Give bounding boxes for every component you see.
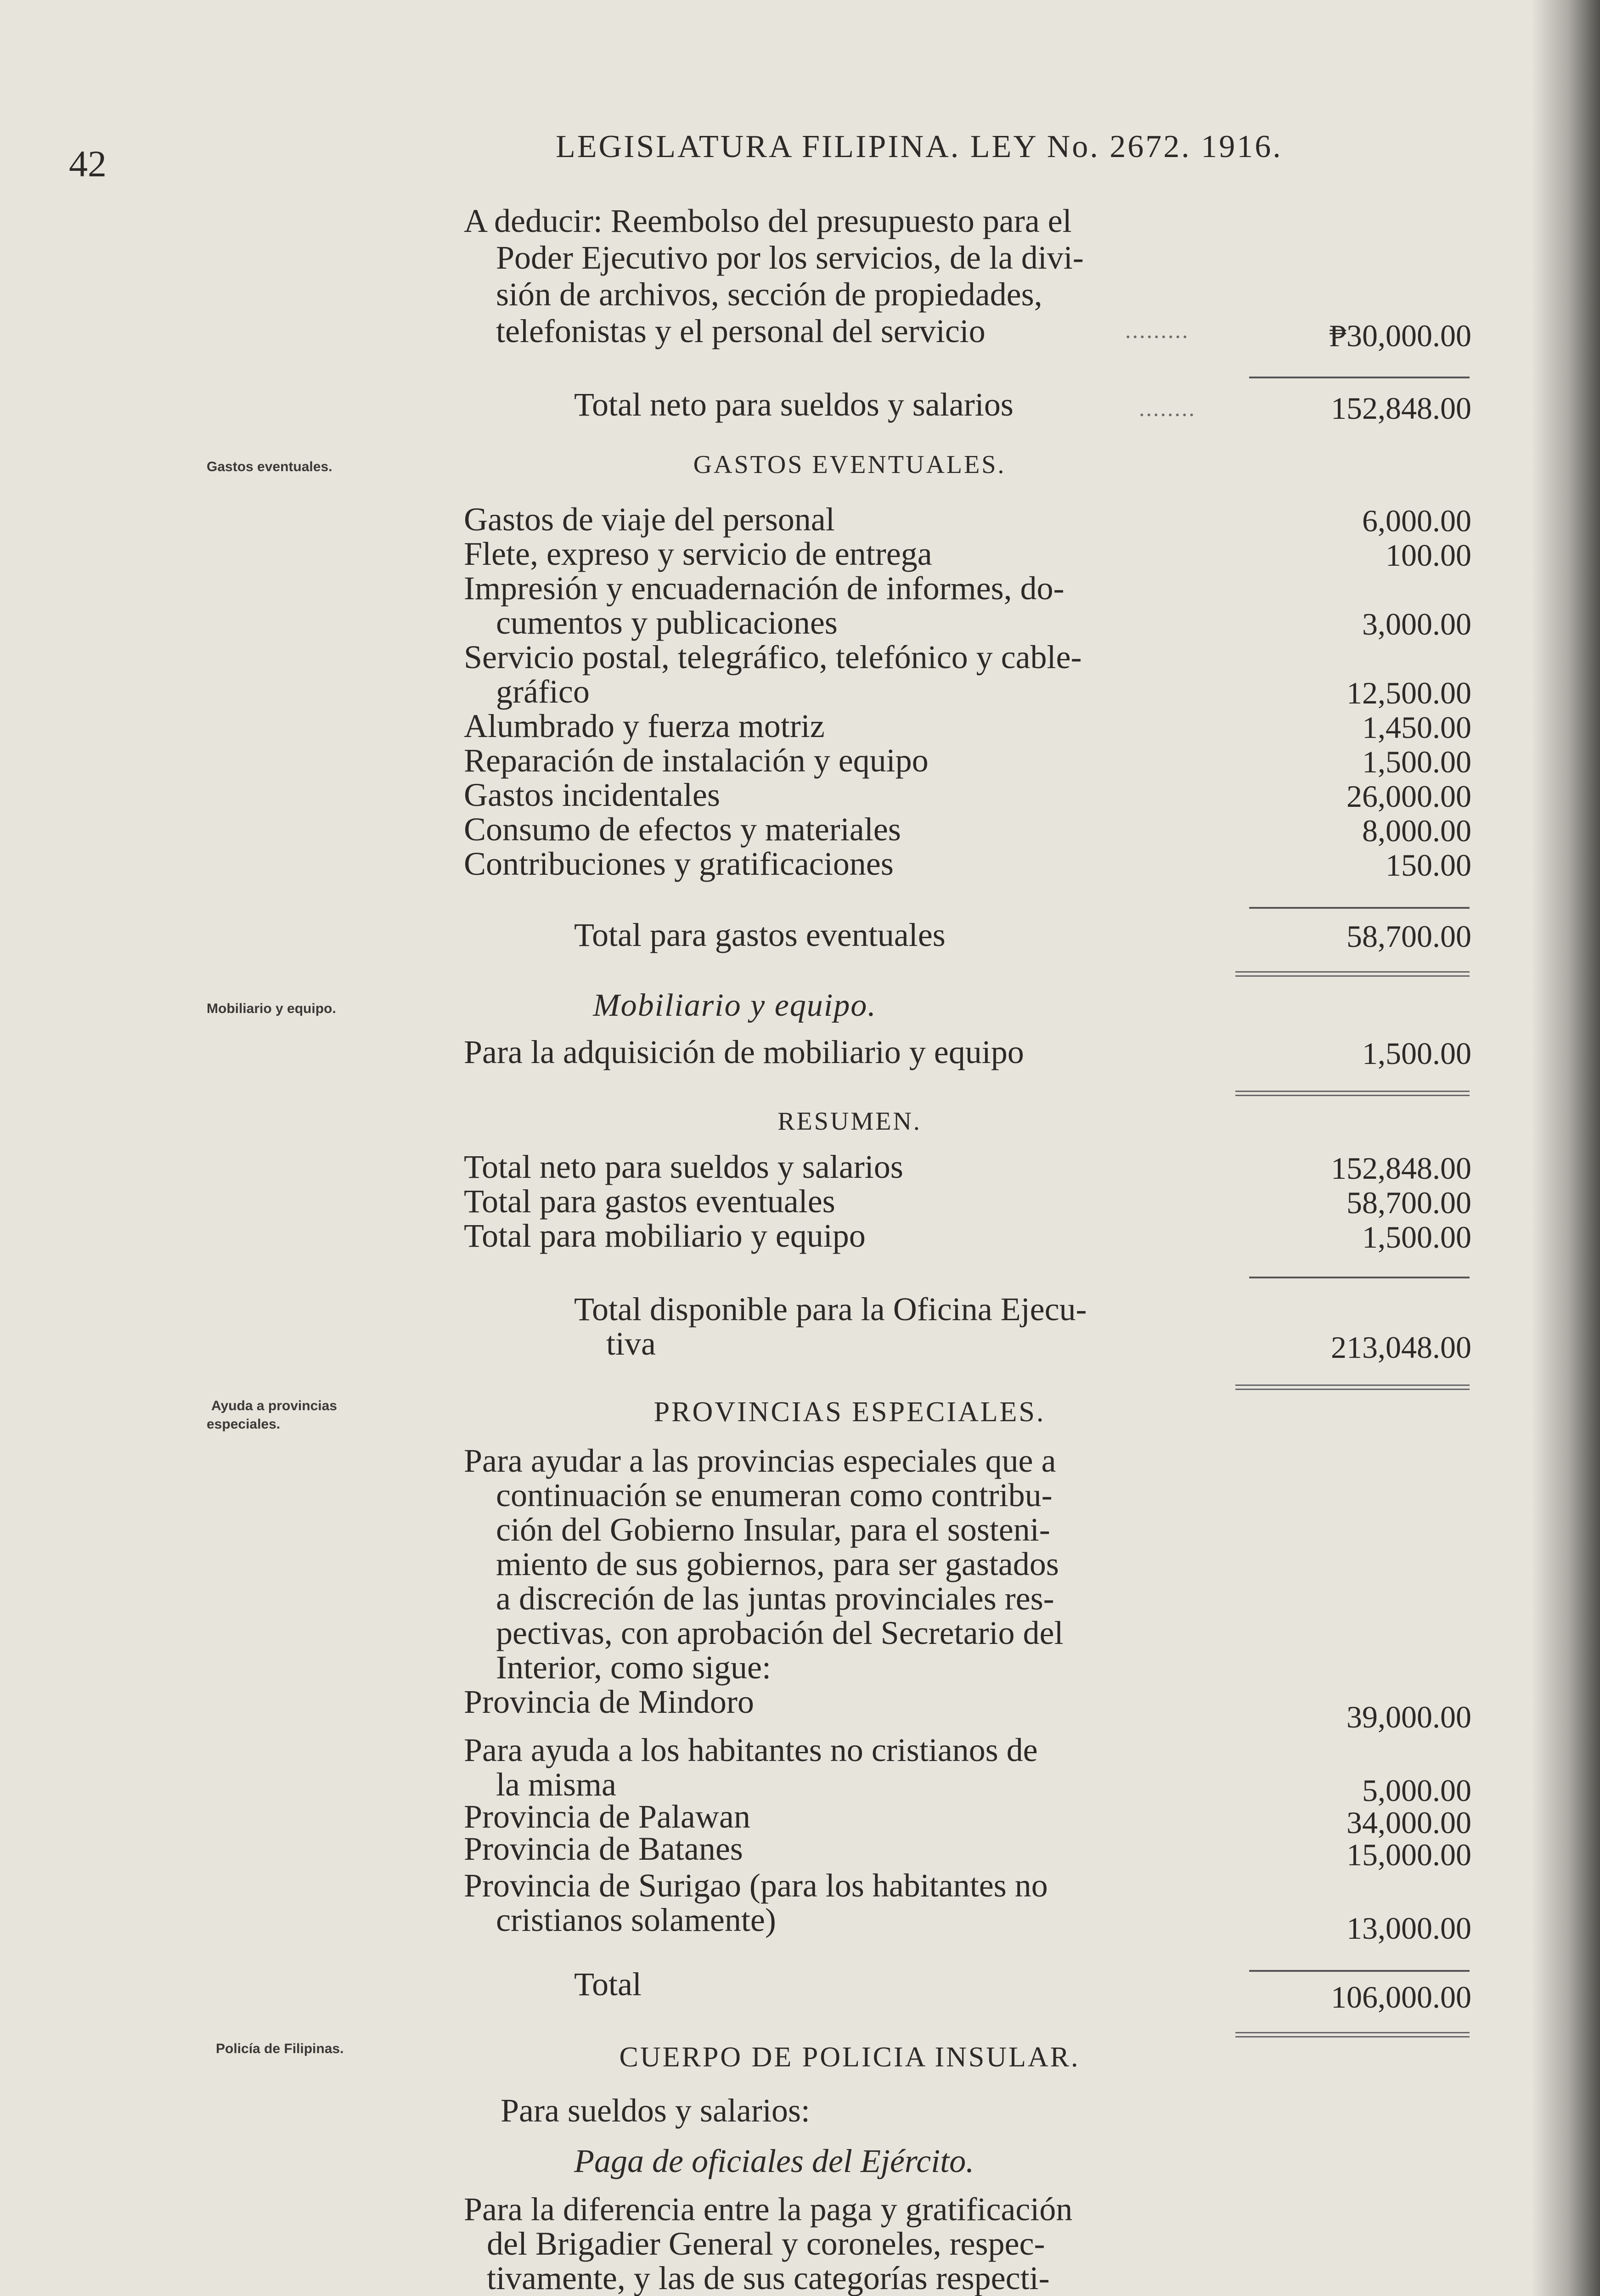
resumen-item: Total para gastos eventuales xyxy=(464,1183,835,1220)
policia-para-line: Para la diferencia entre la paga y gratificación xyxy=(464,2191,1073,2228)
rule xyxy=(1249,1277,1470,1278)
running-head: LEGISLATURA FILIPINA. LEY No. 2672. 1916. xyxy=(556,129,1283,164)
section-heading-resumen: RESUMEN. xyxy=(777,1107,922,1136)
gastos-amount: 100.00 xyxy=(1386,538,1471,573)
gastos-item: Reparación de instalación y equipo xyxy=(464,742,929,779)
provincias-item: Provincia de Batanes xyxy=(464,1830,743,1867)
resumen-amount: 1,500.00 xyxy=(1362,1220,1471,1255)
resumen-item: Total neto para sueldos y salarios xyxy=(464,1148,903,1185)
leader-dots: ........ xyxy=(1139,395,1196,421)
gastos-amount: 1,500.00 xyxy=(1362,744,1471,779)
provincias-intro-line: Interior, como sigue: xyxy=(496,1649,771,1686)
provincias-item: Provincia de Surigao (para los habitantes no xyxy=(464,1867,1048,1904)
gastos-amount: 6,000.00 xyxy=(1362,503,1471,538)
gastos-item: Consumo de efectos y materiales xyxy=(464,811,901,848)
gastos-amount: 26,000.00 xyxy=(1346,779,1471,814)
provincias-item: Para ayuda a los habitantes no cristianos de xyxy=(464,1732,1038,1768)
section-heading-mobiliario: Mobiliario y equipo. xyxy=(593,988,877,1023)
deduction-line-4: telefonistas y el personal del servicio xyxy=(496,313,986,349)
mobiliario-amount: 1,500.00 xyxy=(1362,1036,1471,1071)
provincias-intro-line: pectivas, con aprobación del Secretario del xyxy=(496,1615,1064,1651)
double-rule xyxy=(1235,1091,1470,1096)
margin-note-provincias-2: especiales. xyxy=(207,1417,281,1432)
section-heading-provincias: PROVINCIAS ESPECIALES. xyxy=(654,1396,1046,1428)
provincias-amount: 5,000.00 xyxy=(1362,1773,1471,1808)
provincias-intro-line: a discreción de las juntas provinciales res- xyxy=(496,1580,1054,1617)
gastos-amount: 3,000.00 xyxy=(1362,607,1471,642)
gastos-total-label: Total para gastos eventuales xyxy=(574,917,946,953)
provincias-intro-line: continuación se enumeran como contribu- xyxy=(496,1477,1053,1514)
deduction-amount: ₱30,000.00 xyxy=(1329,318,1471,353)
provincias-total-amount: 106,000.00 xyxy=(1331,1980,1471,2015)
margin-note-mobiliario: Mobiliario y equipo. xyxy=(207,1001,336,1016)
leader-dots: ......... xyxy=(1125,317,1189,343)
deduction-line-2: Poder Ejecutivo por los servicios, de la divi- xyxy=(496,239,1084,276)
double-rule xyxy=(1235,1384,1470,1390)
provincias-item: la misma xyxy=(496,1766,616,1803)
net-salaries-label: Total neto para sueldos y salarios xyxy=(574,386,1014,423)
policia-para-line: del Brigadier General y coroneles, respec- xyxy=(487,2225,1045,2262)
gastos-total-amount: 58,700.00 xyxy=(1346,919,1471,954)
mobiliario-line: Para la adquisición de mobiliario y equipo xyxy=(464,1034,1024,1070)
double-rule xyxy=(1235,971,1470,977)
provincias-intro-line: miento de sus gobiernos, para ser gastados xyxy=(496,1546,1059,1582)
provincias-amount: 39,000.00 xyxy=(1346,1699,1471,1734)
gastos-item: Alumbrado y fuerza motriz xyxy=(464,708,825,744)
gastos-amount: 8,000.00 xyxy=(1362,813,1471,848)
rule xyxy=(1249,377,1470,378)
deduction-line-1: A deducir: Reembolso del presupuesto para el xyxy=(464,203,1072,239)
provincias-intro-line: ción del Gobierno Insular, para el sosteni- xyxy=(496,1511,1050,1548)
page-edge-shadow xyxy=(1531,0,1600,2296)
gastos-item: Servicio postal, telegráfico, telefónico y cable- xyxy=(464,639,1082,675)
rule xyxy=(1249,1970,1470,1972)
policia-line: Para sueldos y salarios: xyxy=(501,2092,810,2129)
gastos-item: Gastos incidentales xyxy=(464,777,720,813)
provincias-amount: 13,000.00 xyxy=(1346,1911,1471,1946)
gastos-amount: 12,500.00 xyxy=(1346,675,1471,710)
provincias-amount: 34,000.00 xyxy=(1346,1805,1471,1840)
margin-note-policia: Policía de Filipinas. xyxy=(216,2041,344,2056)
resumen-total-line-2: tiva xyxy=(606,1325,656,1362)
margin-note-provincias-1: Ayuda a provincias xyxy=(211,1398,337,1413)
gastos-amount: 150.00 xyxy=(1386,848,1471,883)
gastos-item: cumentos y publicaciones xyxy=(496,604,838,641)
gastos-item: Contribuciones y gratificaciones xyxy=(464,845,894,882)
section-heading-gastos: GASTOS EVENTUALES. xyxy=(693,450,1006,479)
policia-para-line: tivamente, y las de sus categorías respecti- xyxy=(487,2260,1050,2296)
gastos-amount: 1,450.00 xyxy=(1362,710,1471,745)
gastos-item: gráfico xyxy=(496,673,590,710)
policia-subheading: Paga de oficiales del Ejército. xyxy=(574,2143,975,2179)
gastos-item: Gastos de viaje del personal xyxy=(464,501,835,538)
resumen-amount: 152,848.00 xyxy=(1331,1151,1471,1186)
net-salaries-amount: 152,848.00 xyxy=(1331,391,1471,426)
provincias-item: Provincia de Mindoro xyxy=(464,1683,754,1720)
rule xyxy=(1249,907,1470,909)
provincias-amount: 15,000.00 xyxy=(1346,1837,1471,1872)
margin-note-gastos: Gastos eventuales. xyxy=(207,459,332,474)
page-number: 42 xyxy=(69,143,107,185)
resumen-total-amount: 213,048.00 xyxy=(1331,1330,1471,1365)
provincias-item: cristianos solamente) xyxy=(496,1902,776,1938)
resumen-total-line-1: Total disponible para la Oficina Ejecu- xyxy=(574,1291,1087,1328)
provincias-total-label: Total xyxy=(574,1966,642,2003)
gastos-item: Flete, expreso y servicio de entrega xyxy=(464,535,932,572)
double-rule xyxy=(1235,2032,1470,2037)
deduction-line-3: sión de archivos, sección de propiedades, xyxy=(496,276,1042,313)
section-heading-policia: CUERPO DE POLICIA INSULAR. xyxy=(619,2042,1080,2073)
gastos-item: Impresión y encuadernación de informes, do- xyxy=(464,570,1065,607)
resumen-item: Total para mobiliario y equipo xyxy=(464,1217,866,1254)
provincias-item: Provincia de Palawan xyxy=(464,1798,750,1835)
resumen-amount: 58,700.00 xyxy=(1346,1185,1471,1220)
provincias-intro-line: Para ayudar a las provincias especiales que a xyxy=(464,1442,1056,1479)
